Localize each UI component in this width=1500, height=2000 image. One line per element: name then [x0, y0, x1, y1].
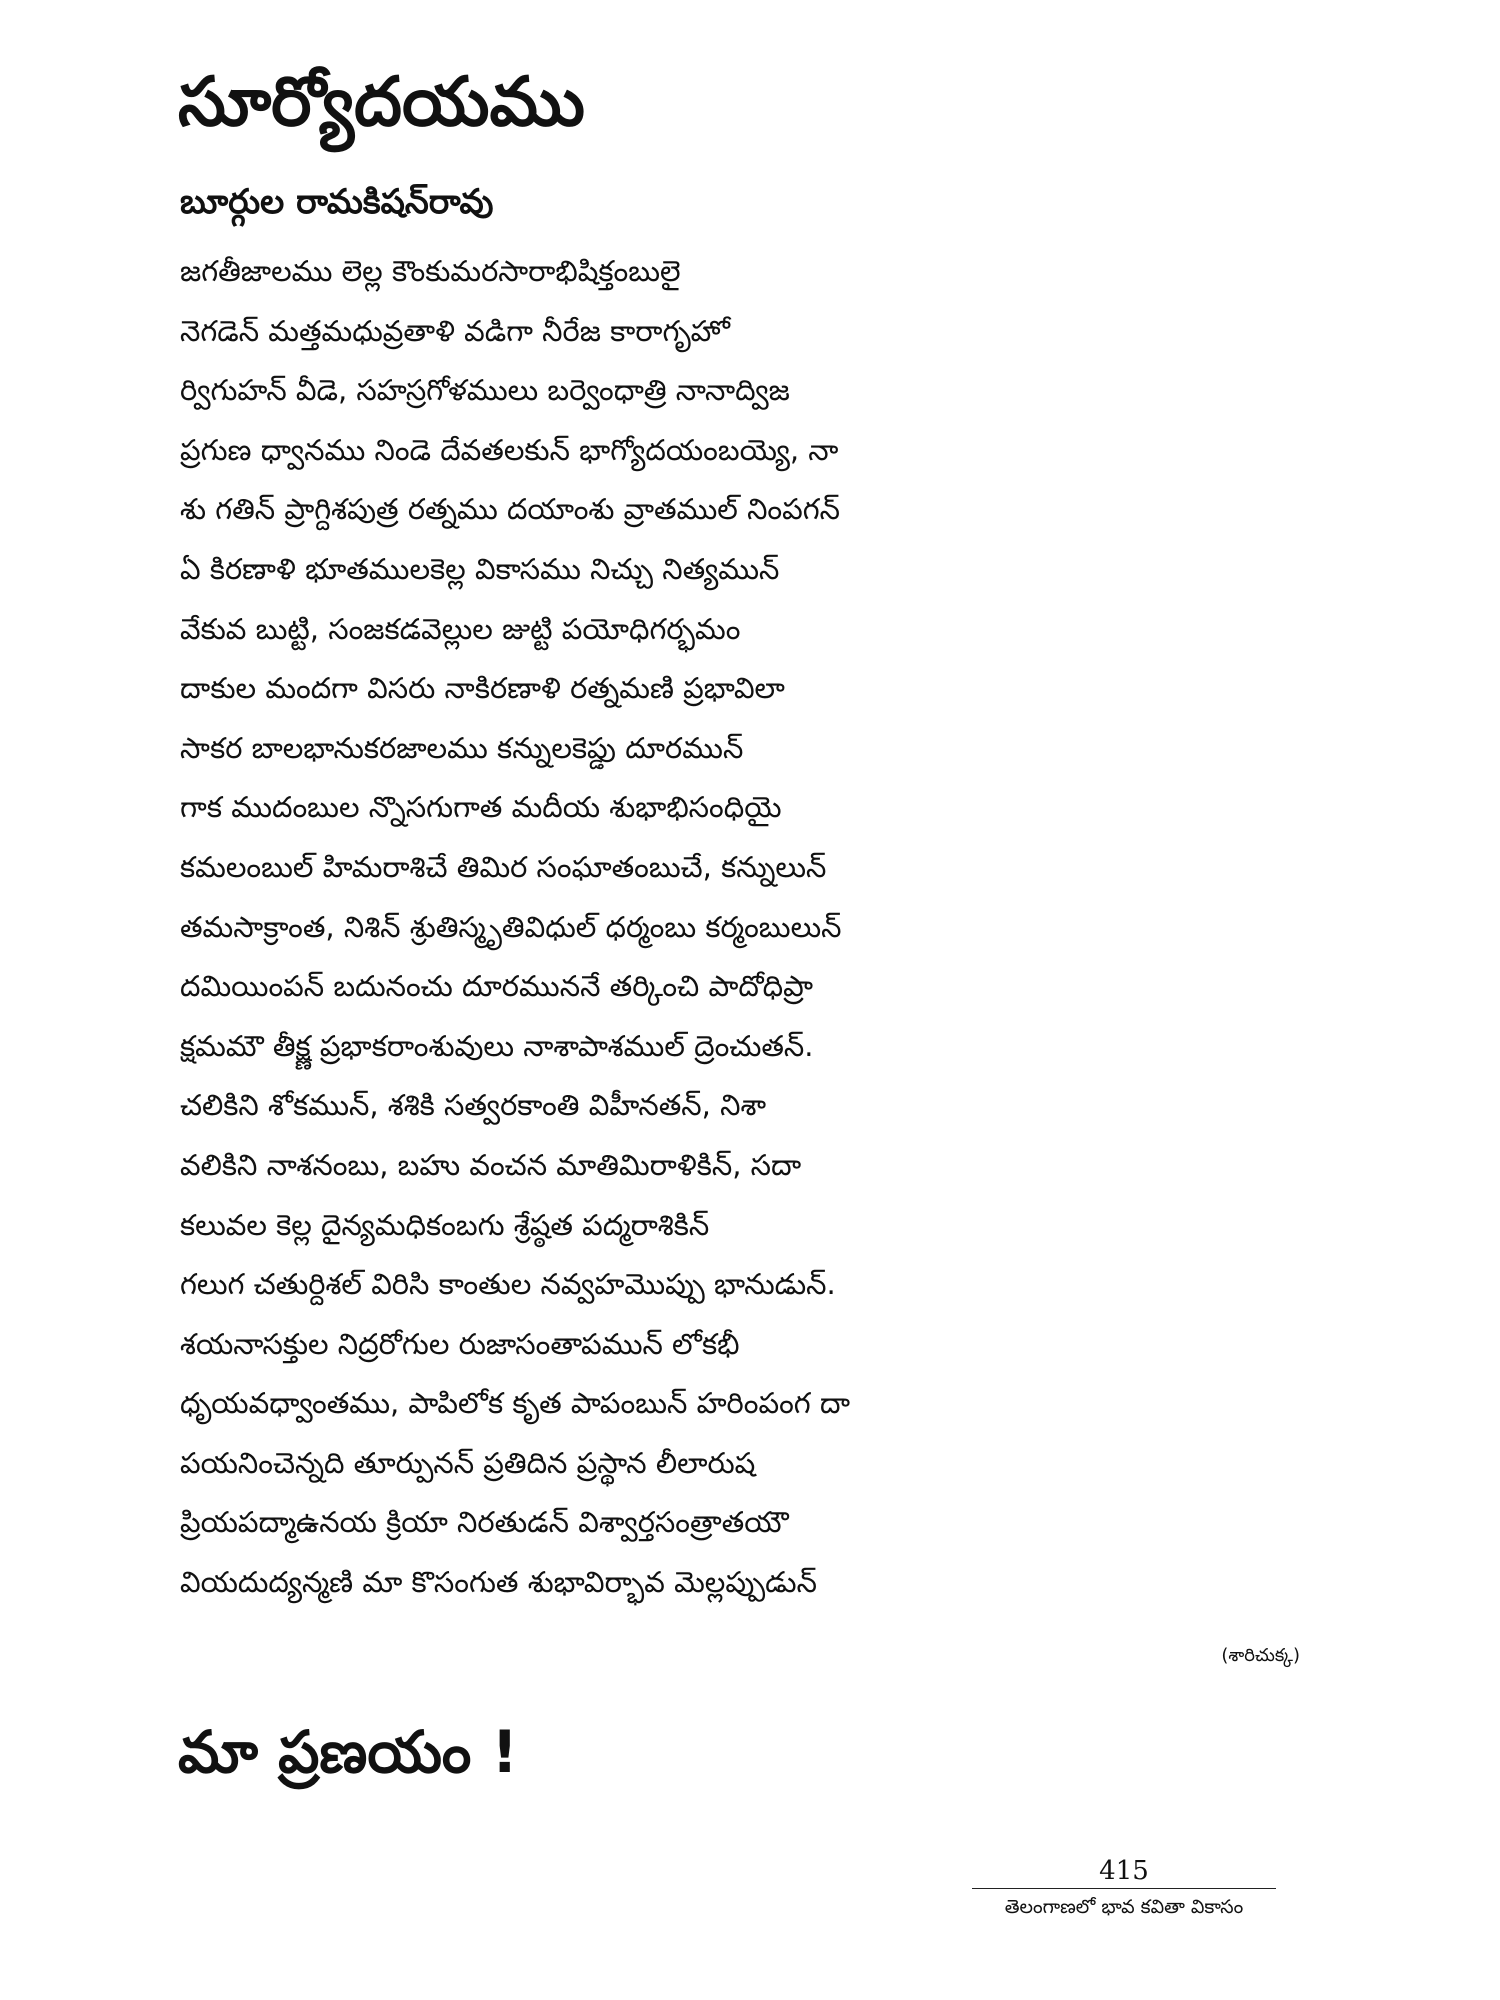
poem-line: చలికిని శోకమున్, శశికి సత్వరకాంతి విహీనతన్, నిశా: [180, 1088, 767, 1123]
footer-divider: [972, 1888, 1276, 1889]
poem-line: ఏ కిరణాళి భూతములకెల్ల వికాసము నిచ్చు నిత్యమున్: [180, 551, 780, 586]
poem-line: ధృయవధ్వాంతము, పాపిలోక కృత పాపంబున్ హరింపంగ దా: [180, 1386, 851, 1421]
poem-line: శు గతిన్ ప్రాగ్దిశపుత్ర రత్నము దయాంశు వ్రాతముల్ నింపగన్: [180, 492, 841, 527]
poem-line: క్షమమౌ తీక్ష్ణ ప్రభాకరాంశువులు నాశాపాశముల్ ద్రెంచుతన్.: [180, 1028, 814, 1063]
running-footer-book-title: తెలంగాణలో భావ కవితా వికాసం: [1004, 1896, 1244, 1918]
poem-line: ప్రగుణ ధ్వానము నిండె దేవతలకున్ భాగ్యోదయంబయ్యె, నా: [180, 432, 839, 467]
poem-line: గలుగ చతుర్దిశల్ విరిసి కాంతుల నవ్వహమొప్పు భానుడున్.: [180, 1267, 836, 1302]
poem-line: వలికిని నాశనంబు, బహు వంచన మాతిమిరాళికిన్, సదా: [180, 1147, 802, 1182]
poem-line: దాకుల మందగా విసరు నాకిరణాళి రత్నమణి ప్రభావిలా: [180, 671, 785, 706]
poem-title: సూర్యోదయము: [178, 63, 585, 142]
poem-body: [180, 242, 1330, 1613]
poem-source: (శారిచుక్క): [1221, 1645, 1300, 1666]
poem-line: వియదుద్యన్మణి మా కొసంగుత శుభావిర్భావ మెల్లప్పుడున్: [180, 1565, 817, 1600]
poem-line: కమలంబుల్ హిమరాశిచే తిమిర సంఘాతంబుచే, కన్నులున్: [180, 849, 827, 884]
poem-line: కలువల కెల్ల దైన్యమధికంబగు శ్రేష్ఠత పద్మరాశికిన్: [180, 1207, 710, 1242]
poem-author: బూర్గుల రామకిషన్‌రావు: [180, 182, 494, 222]
next-poem-title: మా ప్రణయం !: [178, 1718, 518, 1786]
poem-line: శయనాసక్తుల నిద్రరోగుల రుజాసంతాపమున్ లోకభీ: [180, 1326, 740, 1361]
poem-line: పయనించెన్నది తూర్పునన్ ప్రతిదిన ప్రస్థాన లీలారుష: [180, 1445, 756, 1480]
poem-line: ప్రియపద్మాఉనయ క్రియా నిరతుడన్ విశ్వార్తసంత్రాతయౌ: [180, 1505, 789, 1540]
poem-line: వేకువ బుట్టి, సంజకడవెల్లుల జుట్టి పయోధిగర్భమం: [180, 611, 741, 646]
poem-line: దమియింపన్ బదునంచు దూరముననే తర్కించి పాదోధిప్రా: [180, 969, 813, 1004]
poem-line: గాక ముదంబుల న్నొసగుగాత మదీయ శుభాభిసంధియై: [180, 790, 782, 825]
poem-line: సాకర బాలభానుకరజాలము కన్నులకెప్డు దూరమున్: [180, 730, 744, 765]
poem-line: ర్విగుహన్ వీడె, సహస్రగోళములు బర్వెంధాత్రి నానాద్విజ: [180, 373, 790, 408]
poem-line: నెగడెన్ మత్తమధువ్రతాళి వడిగా నీరేజ కారాగృహో: [180, 313, 730, 348]
poem-line: తమసాక్రాంత, నిశిన్ శ్రుతిస్మృతివిధుల్ ధర్మంబు కర్మంబులున్: [180, 909, 842, 944]
poem-line: జగతీజాలము లెల్ల కౌంకుమరసారాభిషిక్తంబులై: [180, 254, 681, 288]
page-number: 415: [1099, 1856, 1149, 1886]
